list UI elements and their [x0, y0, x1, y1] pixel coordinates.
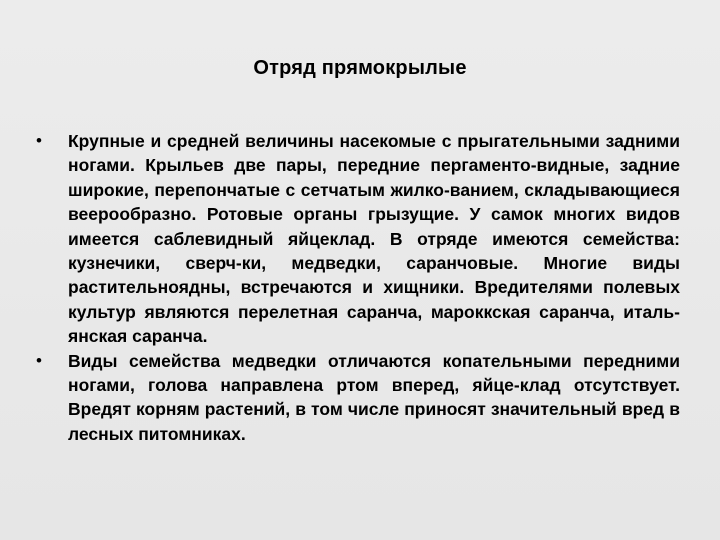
bullet-list	[30, 129, 680, 446]
bullet-item-2	[30, 349, 680, 447]
bullet-marker-2: •	[36, 350, 42, 370]
bullet-marker-1: •	[36, 131, 42, 150]
bullet-text-2: Виды семейства медведки отличаются копательными передними ногами, голова направлена ртом вперед, яйце-клад отсутствует. Вредят корням растений, в том числе приносят значительный вред в лесных питомниках.	[68, 350, 680, 444]
slide-title: Отряд прямокрылые	[253, 57, 467, 79]
bullet-item-1	[30, 129, 680, 349]
bullet-text-1: Крупные и средней величины насекомые с прыгательными задними ногами. Крыльев две пары, передние пергаменто-видные, задние широкие, перепончатые с сетчатым жилко-ванием, складывающиеся веерообразно. Ротовые органы грызущие. У самок многих видов имеется саблевидный яйцеклад. В отряде имеются семейства: кузнечики, сверч-ки, медведки, саранчовые. Многие виды растительноядны, встречаются и хищники. Вредителями полевых культур являются перелетная саранча, мароккская саранча, италь-янская саранча.	[68, 131, 680, 347]
